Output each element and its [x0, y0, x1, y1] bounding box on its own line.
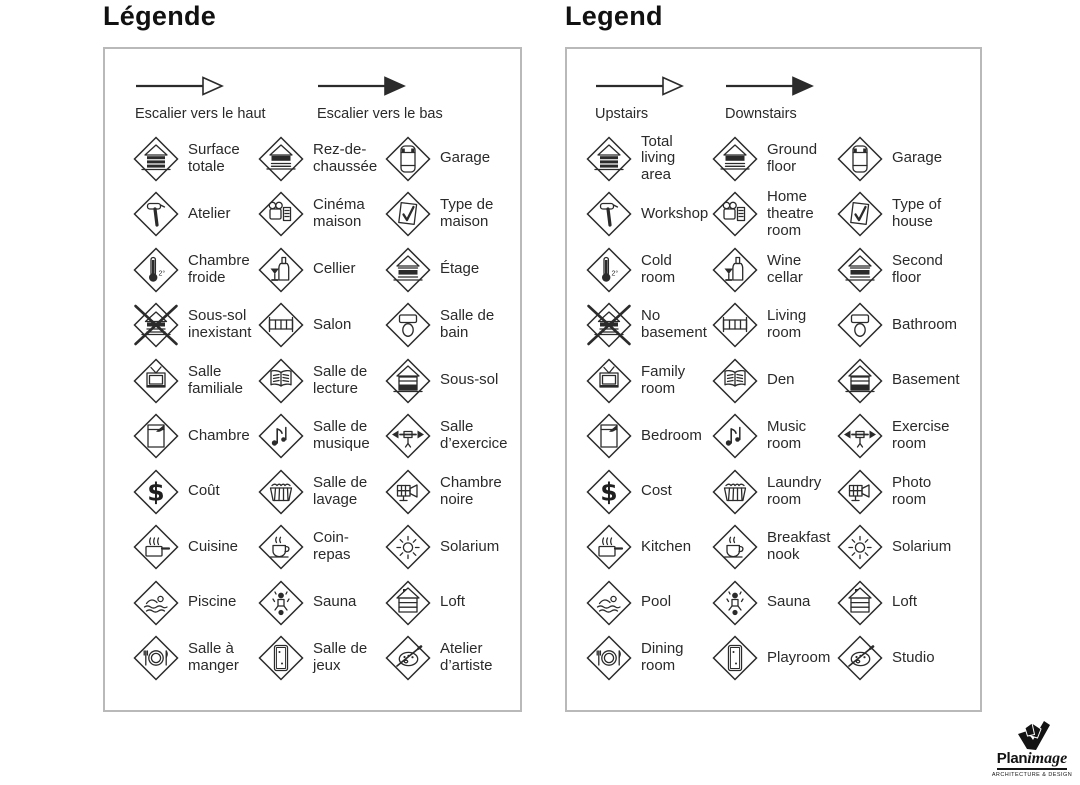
legend-item-label: Cinéma maison — [313, 196, 365, 231]
legend-item-label: Total living area — [641, 132, 676, 184]
ground-floor-icon — [258, 136, 304, 182]
stairs-up-label: Upstairs — [595, 106, 649, 122]
legend-item-family-room — [586, 353, 712, 409]
cold-room-icon — [133, 247, 179, 293]
kitchen-icon — [586, 524, 632, 570]
legend-item-bedroom — [586, 409, 712, 465]
svg-text:2°: 2° — [158, 270, 166, 278]
legend-item-den — [712, 353, 837, 409]
legend-item-label: Chambre froide — [188, 251, 250, 286]
svg-text:$: $ — [600, 477, 618, 507]
legend-item-label: Studio — [892, 648, 935, 666]
legend-item-pool — [586, 575, 712, 631]
legend-item-label: Second floor — [892, 251, 943, 286]
exercise-room-icon — [837, 413, 883, 459]
solarium-icon — [837, 524, 883, 570]
legend-item-label: Salle de lecture — [313, 362, 368, 397]
legend-item-wine-cellar — [258, 242, 385, 298]
legend-item-label: Type de maison — [440, 196, 494, 231]
legend-item-type-of-house — [837, 187, 980, 243]
legend-item-total-living-area — [586, 131, 712, 187]
legend-item-laundry-room — [258, 464, 385, 520]
svg-text:$: $ — [147, 477, 165, 507]
english-legend-title: Legend — [565, 1, 663, 31]
legend-item-label: Salle de musique — [313, 418, 370, 453]
workshop-icon — [133, 191, 179, 237]
wine-cellar-icon — [258, 247, 304, 293]
den-icon — [712, 358, 758, 404]
stair-arrows-row — [105, 49, 520, 122]
legend-item-second-floor — [385, 242, 520, 298]
legend-item-den — [258, 353, 385, 409]
logo-brand-script: image — [1027, 750, 1068, 767]
stairs-down-legend — [725, 76, 829, 122]
legend-item-exercise-room — [385, 409, 520, 465]
studio-icon — [837, 635, 883, 681]
bathroom-icon — [837, 302, 883, 348]
legend-item-label: Salon — [313, 315, 352, 333]
legend-item-label: Coin-repas — [313, 529, 351, 564]
laundry-room-icon — [712, 469, 758, 515]
legend-item-solarium — [385, 520, 520, 576]
legend-item-label: Sauna — [313, 593, 357, 611]
legend-item-label: Sous-sol inexistant — [188, 307, 252, 342]
french-legend-panel — [103, 47, 522, 712]
stairs-down-label: Escalier vers le bas — [317, 106, 443, 122]
exercise-room-icon — [385, 413, 431, 459]
music-room-icon — [712, 413, 758, 459]
photo-room-icon — [385, 469, 431, 515]
cost-icon — [133, 469, 179, 515]
legend-item-photo-room — [385, 464, 520, 520]
basement-icon — [837, 358, 883, 404]
legend-item-label: Salle de lavage — [313, 473, 368, 508]
legend-item-label: Workshop — [641, 204, 709, 222]
legend-item-label: Garage — [892, 149, 943, 167]
wine-cellar-icon — [712, 247, 758, 293]
dining-room-icon — [133, 635, 179, 681]
legend-item-label: Family room — [641, 362, 686, 397]
workshop-icon — [586, 191, 632, 237]
legend-item-living-room — [712, 298, 837, 354]
legend-item-label: Sauna — [767, 593, 811, 611]
pool-icon — [586, 580, 632, 626]
legend-item-label: Solarium — [440, 537, 500, 555]
legend-item-label: Cuisine — [188, 537, 239, 555]
sauna-icon — [258, 580, 304, 626]
photo-room-icon — [837, 469, 883, 515]
legend-item-cold-room — [133, 242, 258, 298]
legend-item-label: No basement — [641, 307, 707, 342]
second-floor-icon — [837, 247, 883, 293]
legend-item-label: Piscine — [188, 593, 237, 611]
living-room-icon — [258, 302, 304, 348]
stairs-down-arrow-icon — [725, 76, 829, 101]
legend-item-label: Rez-de-chaussée — [313, 140, 378, 175]
legend-item-exercise-room — [837, 409, 980, 465]
legend-item-label: Surface totale — [188, 140, 240, 175]
legend-item-label: Sous-sol — [440, 371, 499, 389]
english-legend-panel — [565, 47, 982, 712]
no-basement-icon — [586, 302, 632, 348]
legend-item-breakfast-nook — [258, 520, 385, 576]
legend-item-kitchen — [586, 520, 712, 576]
legend-item-label: Wine cellar — [767, 251, 803, 286]
legend-item-living-room — [258, 298, 385, 354]
cold-room-icon — [586, 247, 632, 293]
kitchen-icon — [133, 524, 179, 570]
stairs-up-arrow-icon — [595, 76, 699, 101]
bedroom-icon — [586, 413, 632, 459]
type-of-house-icon — [385, 191, 431, 237]
legend-item-no-basement — [133, 298, 258, 354]
planimage-logo — [986, 720, 1078, 778]
legend-item-label: Salle familiale — [188, 362, 244, 397]
legend-item-garage — [837, 131, 980, 187]
legend-item-label: Den — [767, 371, 795, 389]
svg-text:2°: 2° — [611, 270, 619, 278]
legend-item-family-room — [133, 353, 258, 409]
living-room-icon — [712, 302, 758, 348]
french-legend-title: Légende — [103, 1, 217, 31]
legend-item-loft — [385, 575, 520, 631]
legend-item-label: Exercise room — [892, 418, 950, 453]
dining-room-icon — [586, 635, 632, 681]
ground-floor-icon — [712, 136, 758, 182]
bathroom-icon — [385, 302, 431, 348]
legend-item-workshop — [586, 187, 712, 243]
legend-item-playroom — [712, 631, 837, 687]
basement-icon — [385, 358, 431, 404]
legend-item-label: Breakfast nook — [767, 529, 831, 564]
playroom-icon — [712, 635, 758, 681]
legend-item-label: Dining room — [641, 640, 684, 675]
legend-item-label: Playroom — [767, 648, 831, 666]
type-of-house-icon — [837, 191, 883, 237]
legend-item-no-basement — [586, 298, 712, 354]
french-legend-grid — [105, 131, 520, 686]
legend-item-label: Étage — [440, 260, 480, 278]
legend-item-label: Chambre — [188, 426, 250, 444]
legend-item-label: Laundry room — [767, 473, 822, 508]
garage-icon — [385, 136, 431, 182]
stairs-down-label: Downstairs — [725, 106, 797, 122]
breakfast-nook-icon — [258, 524, 304, 570]
legend-item-label: Cellier — [313, 260, 356, 278]
legend-item-label: Bathroom — [892, 315, 958, 333]
legend-item-laundry-room — [712, 464, 837, 520]
legend-item-label: Chambre noire — [440, 473, 502, 508]
legend-item-label: Cold room — [641, 251, 676, 286]
legend-item-wine-cellar — [712, 242, 837, 298]
total-living-area-icon — [586, 136, 632, 182]
legend-item-bathroom — [837, 298, 980, 354]
legend-item-cold-room — [586, 242, 712, 298]
legend-item-label: Pool — [641, 593, 672, 611]
legend-item-label: Salle de jeux — [313, 640, 368, 675]
legend-item-label: Loft — [440, 593, 466, 611]
legend-item-label: Atelier d’artiste — [440, 640, 493, 675]
legend-item-sauna — [258, 575, 385, 631]
legend-item-bathroom — [385, 298, 520, 354]
legend-item-type-of-house — [385, 187, 520, 243]
legend-item-basement — [837, 353, 980, 409]
family-room-icon — [586, 358, 632, 404]
home-theatre-icon — [258, 191, 304, 237]
legend-item-label: Cost — [641, 482, 672, 500]
stairs-down-arrow-icon — [317, 76, 467, 101]
legend-item-cost — [586, 464, 712, 520]
laundry-room-icon — [258, 469, 304, 515]
legend-item-second-floor — [837, 242, 980, 298]
legend-item-pool — [133, 575, 258, 631]
legend-item-studio — [837, 631, 980, 687]
stairs-up-legend — [595, 76, 699, 122]
legend-item-kitchen — [133, 520, 258, 576]
sauna-icon — [712, 580, 758, 626]
legend-item-label: Music room — [767, 418, 807, 453]
legend-item-label: Loft — [892, 593, 918, 611]
stairs-up-label: Escalier vers le haut — [135, 106, 266, 122]
bedroom-icon — [133, 413, 179, 459]
loft-icon — [837, 580, 883, 626]
playroom-icon — [258, 635, 304, 681]
legend-item-music-room — [712, 409, 837, 465]
legend-item-label: Atelier — [188, 204, 231, 222]
breakfast-nook-icon — [712, 524, 758, 570]
cost-icon — [586, 469, 632, 515]
legend-item-dining-room — [586, 631, 712, 687]
stairs-down-legend — [317, 76, 467, 122]
legend-item-label: Salle de bain — [440, 307, 495, 342]
legend-item-sauna — [712, 575, 837, 631]
den-icon — [258, 358, 304, 404]
legend-item-loft — [837, 575, 980, 631]
home-theatre-icon — [712, 191, 758, 237]
no-basement-icon — [133, 302, 179, 348]
stair-arrows-row — [567, 49, 980, 122]
legend-item-ground-floor — [258, 131, 385, 187]
legend-item-home-theatre — [712, 187, 837, 243]
garage-icon — [837, 136, 883, 182]
stairs-up-legend — [135, 76, 285, 122]
total-living-area-icon — [133, 136, 179, 182]
legend-item-ground-floor — [712, 131, 837, 187]
legend-item-cost — [133, 464, 258, 520]
logo-brand-bold: Plan — [996, 750, 1028, 767]
legend-item-solarium — [837, 520, 980, 576]
legend-item-music-room — [258, 409, 385, 465]
legend-item-home-theatre — [258, 187, 385, 243]
legend-item-label: Ground floor — [767, 140, 818, 175]
legend-item-label: Kitchen — [641, 537, 692, 555]
legend-item-breakfast-nook — [712, 520, 837, 576]
family-room-icon — [133, 358, 179, 404]
legend-item-label: Solarium — [892, 537, 952, 555]
legend-item-garage — [385, 131, 520, 187]
legend-item-label: Basement — [892, 371, 960, 389]
legend-item-total-living-area — [133, 131, 258, 187]
legend-item-basement — [385, 353, 520, 409]
stairs-up-arrow-icon — [135, 76, 285, 101]
pool-icon — [133, 580, 179, 626]
legend-item-bedroom — [133, 409, 258, 465]
second-floor-icon — [385, 247, 431, 293]
logo-tagline: ARCHITECTURE & DESIGN — [991, 771, 1073, 778]
legend-item-label: Salle à manger — [188, 640, 239, 675]
legend-item-dining-room — [133, 631, 258, 687]
legend-item-label: Bedroom — [641, 426, 702, 444]
planimage-logo-icon — [1010, 720, 1054, 752]
legend-item-studio — [385, 631, 520, 687]
legend-item-playroom — [258, 631, 385, 687]
legend-item-label: Living room — [767, 307, 807, 342]
legend-item-label: Garage — [440, 149, 491, 167]
english-legend-grid — [567, 131, 980, 686]
legend-item-label: Coût — [188, 482, 220, 500]
legend-item-label: Photo room — [892, 473, 932, 508]
legend-item-photo-room — [837, 464, 980, 520]
music-room-icon — [258, 413, 304, 459]
studio-icon — [385, 635, 431, 681]
solarium-icon — [385, 524, 431, 570]
legend-item-label: Home theatre room — [767, 188, 814, 239]
legend-item-workshop — [133, 187, 258, 243]
loft-icon — [385, 580, 431, 626]
legend-item-label: Type of house — [892, 196, 942, 231]
legend-item-label: Salle d’exercice — [440, 418, 508, 453]
